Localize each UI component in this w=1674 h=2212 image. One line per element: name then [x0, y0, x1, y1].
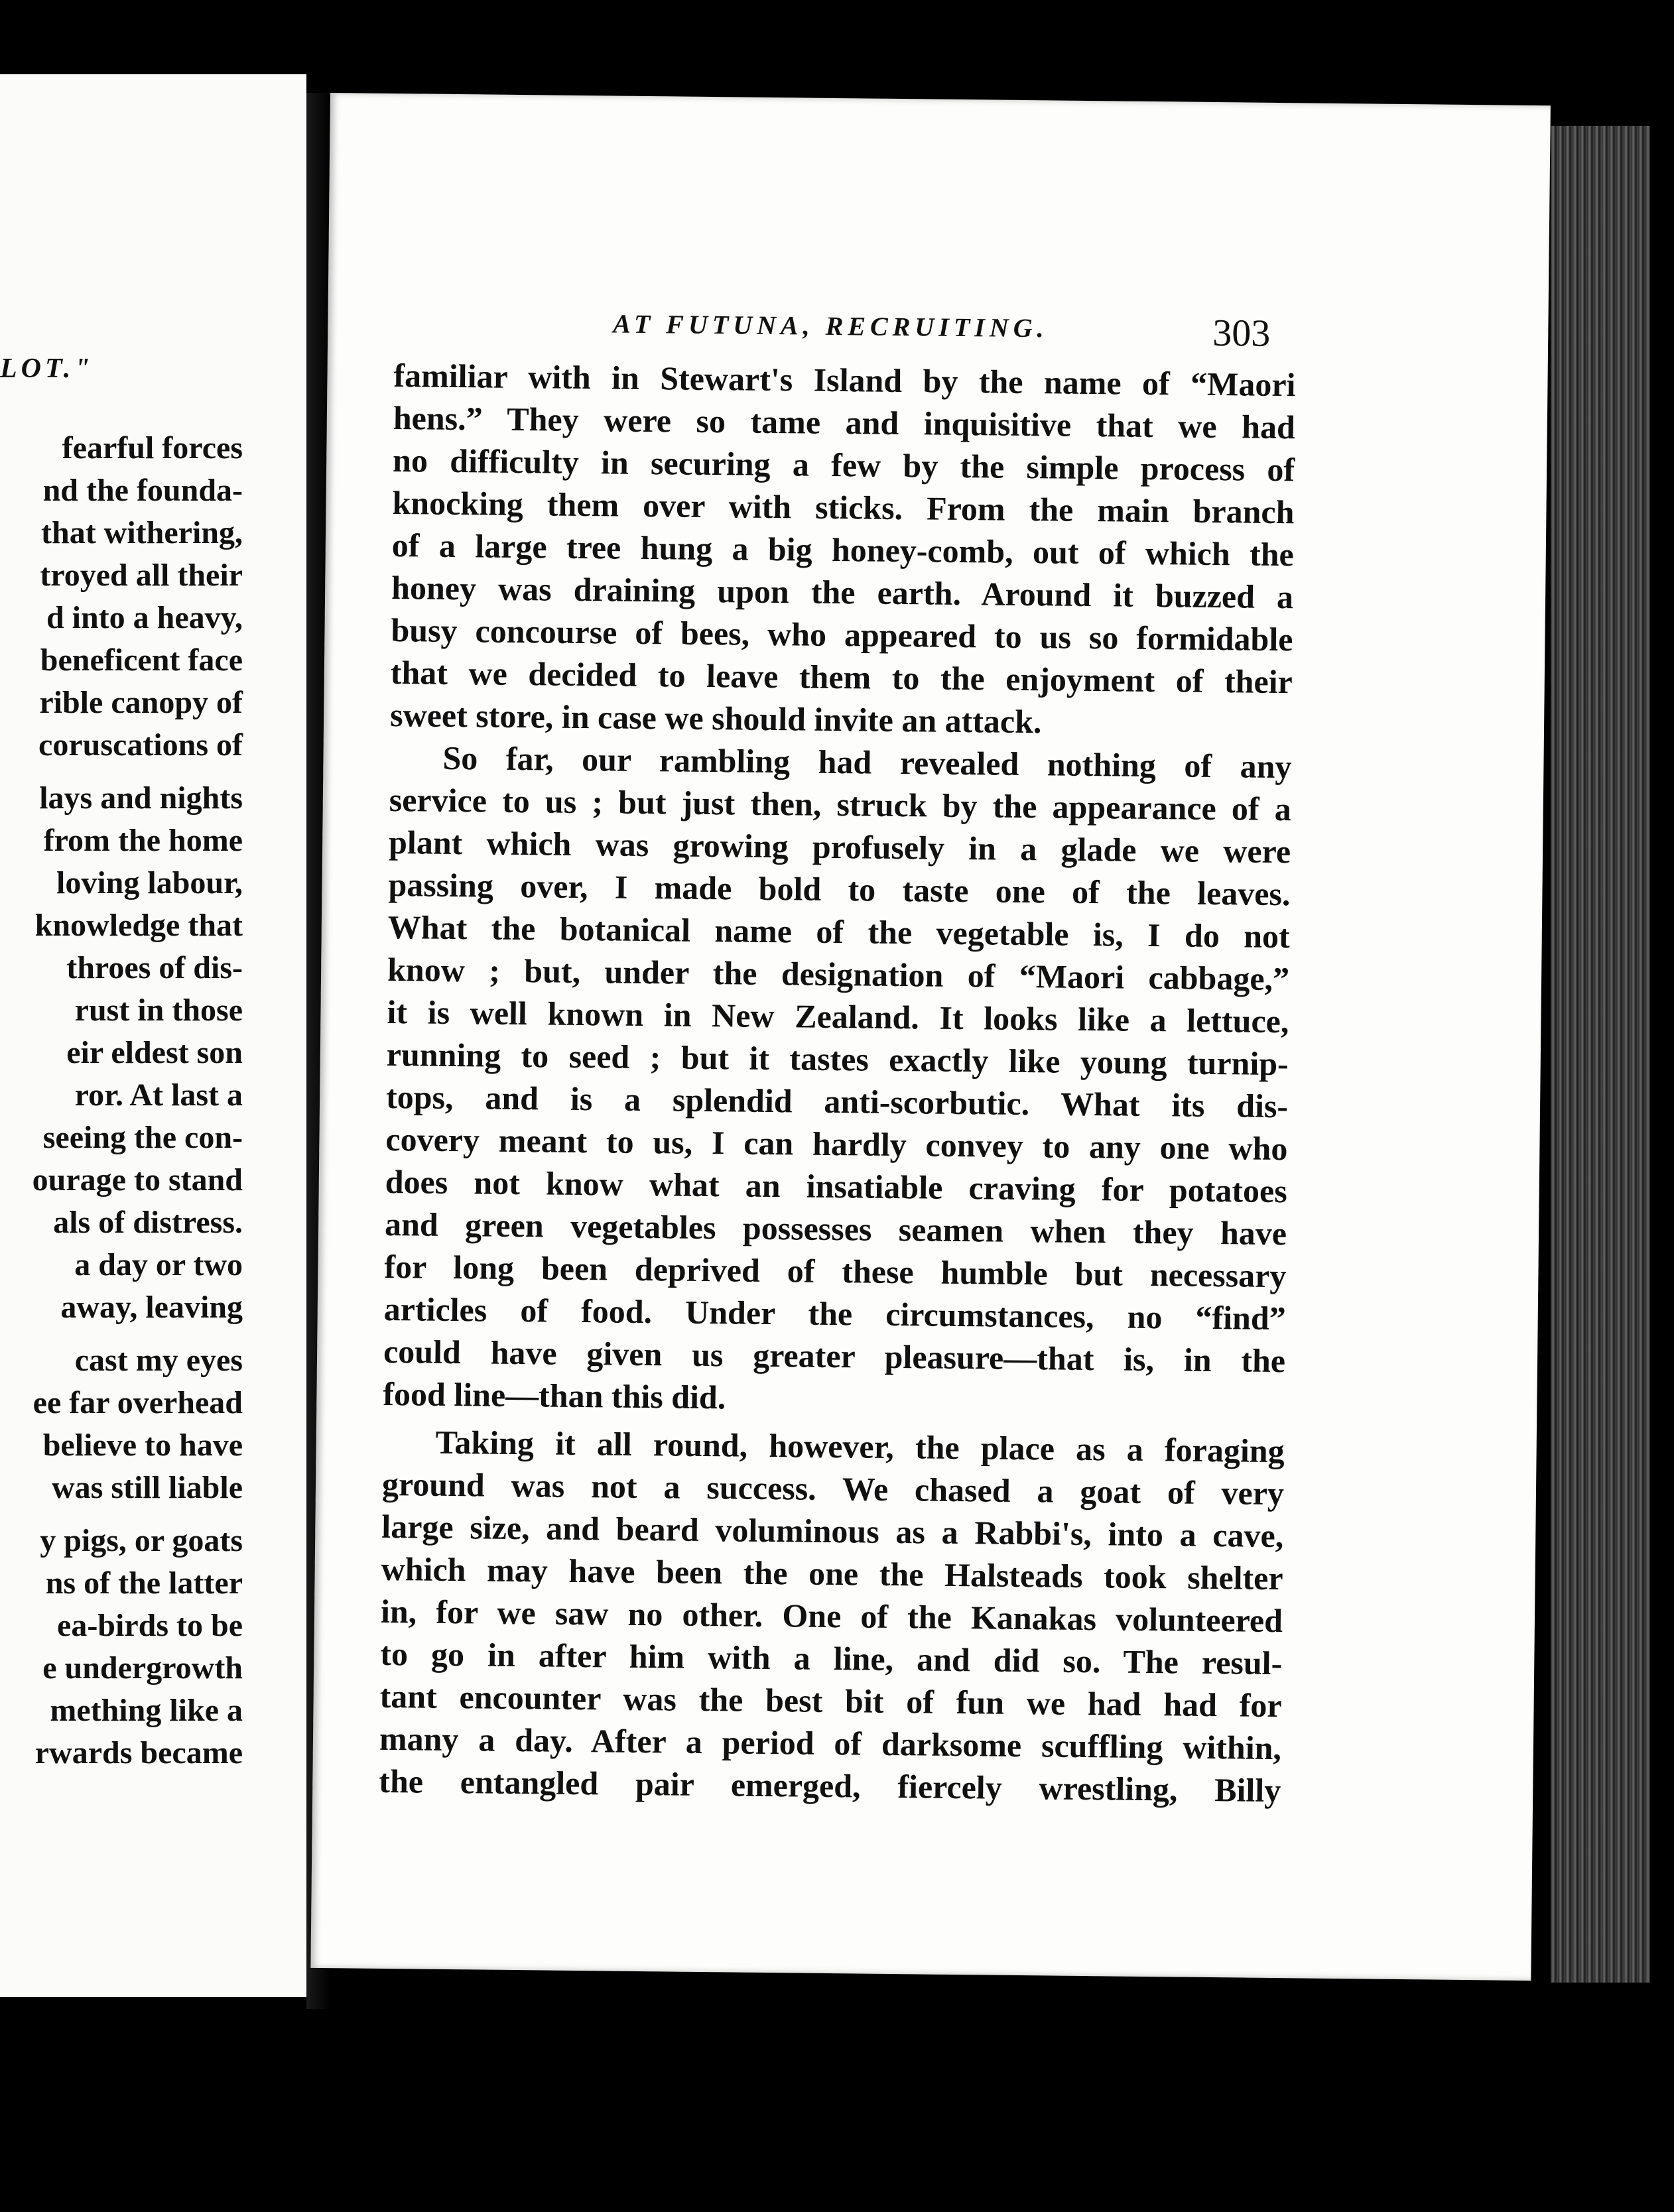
text-line: does not know what an insatiable craving for potatoes: [385, 1162, 1288, 1210]
text-line: many a day. After a period of darksome scuffling within,: [379, 1719, 1282, 1767]
text-line: know ; but, under the designation of “Maori cabbage,”: [387, 950, 1290, 998]
left-line: als of distress.: [53, 1205, 243, 1240]
left-line: fearful forces: [62, 430, 243, 465]
text-line: plant which was growing profusely in a glade we were: [388, 823, 1291, 871]
running-head: AT FUTUNA, RECRUITING.: [613, 308, 1049, 343]
left-line: knowledge that: [34, 908, 243, 943]
text-line: of a large tree hung a big honey-comb, out of which the: [391, 526, 1295, 574]
left-line: nd the founda-: [42, 473, 243, 508]
left-line: throes of dis-: [66, 950, 243, 985]
left-line: a day or two: [74, 1247, 243, 1282]
text-line: it is well known in New Zealand. It looks like a lettuce,: [387, 993, 1289, 1040]
text-line: Taking it all round, however, the place as a foraging: [435, 1423, 1285, 1470]
left-line: ee far overhead: [32, 1385, 243, 1420]
text-line: which may have been the one the Halsteads took shelter: [381, 1550, 1283, 1597]
left-line: that withering,: [41, 515, 243, 550]
left-line: lays and nights: [39, 780, 243, 816]
left-line: was still liable: [51, 1470, 243, 1505]
left-line: ourage to stand: [32, 1162, 243, 1198]
page-number: 303: [1212, 310, 1271, 355]
left-line: troyed all their: [40, 558, 243, 593]
text-line: sweet store, in case we should invite an attack.: [389, 696, 1042, 741]
text-line: So far, our rambling had revealed nothing of any: [442, 739, 1292, 786]
text-line: service to us ; but just then, struck by the appearance of a: [389, 780, 1292, 828]
left-line: rible canopy of: [39, 685, 243, 720]
left-line: ror. At last a: [74, 1077, 243, 1113]
text-line: passing over, I made bold to taste one of the leaves.: [388, 865, 1291, 913]
left-line: believe to have: [42, 1428, 243, 1463]
text-line: ground was not a success. We chased a goat of very: [381, 1465, 1285, 1512]
text-line: to go in after him with a line, and did so. The resul-: [380, 1634, 1283, 1682]
left-line: seeing the con-: [42, 1120, 243, 1155]
left-line: mething like a: [50, 1693, 243, 1728]
text-line: that we decided to leave them to the enjoyment of their: [390, 654, 1293, 701]
text-line: running to seed ; but it tastes exactly like young turnip-: [386, 1035, 1289, 1083]
text-line: tant encounter was the best bit of fun we had had for: [379, 1677, 1282, 1725]
left-line: from the home: [43, 823, 243, 858]
text-line: for long been deprived of these humble but necessary: [384, 1247, 1287, 1295]
text-line: honey was draining upon the earth. Around it buzzed a: [391, 569, 1294, 616]
left-line: d into a heavy,: [46, 600, 243, 635]
left-line: loving labour,: [56, 865, 243, 900]
left-line: e undergrowth: [42, 1650, 243, 1686]
left-line: ns of the latter: [45, 1566, 243, 1601]
left-line: cast my eyes: [74, 1343, 243, 1378]
page-edges: [1551, 126, 1650, 1983]
text-line: large size, and beard voluminous as a Rabbi's, into a cave,: [381, 1507, 1284, 1555]
left-line: rwards became: [34, 1735, 243, 1770]
right-page: [310, 93, 1551, 1981]
text-line: food line—than this did.: [383, 1375, 726, 1416]
text-line: the entangled pair emerged, fiercely wrestling, Billy: [379, 1762, 1281, 1810]
left-running-head: LOT.": [0, 353, 94, 384]
text-line: What the botanical name of the vegetable is, I do not: [387, 908, 1291, 955]
text-line: covery meant to us, I can hardly convey to any one who: [385, 1120, 1288, 1168]
left-page: [0, 74, 306, 1997]
text-line: and green vegetables possesses seamen when they have: [384, 1205, 1287, 1253]
left-line: eir eldest son: [66, 1035, 243, 1070]
left-line: ea-birds to be: [57, 1608, 243, 1643]
left-line: rust in those: [74, 993, 243, 1028]
text-line: in, for we saw no other. One of the Kanakas volunteered: [380, 1592, 1283, 1640]
text-line: articles of food. Under the circumstances, no “find”: [383, 1290, 1287, 1337]
text-line: busy concourse of bees, who appeared to us so formidable: [391, 611, 1293, 658]
page-body-text: [379, 357, 1296, 1810]
text-line: knocking them over with sticks. From the main branch: [392, 484, 1295, 531]
text-line: tops, and is a splendid anti-scorbutic. What its dis-: [385, 1077, 1289, 1125]
text-line: no difficulty in securing a few by the simple process of: [392, 442, 1295, 489]
left-line: beneficent face: [40, 643, 243, 678]
text-line: hens.” They were so tame and inquisitive that we had: [393, 399, 1296, 446]
left-line: y pigs, or goats: [40, 1523, 243, 1558]
text-line: familiar with in Stewart's Island by the name of “Maori: [393, 357, 1296, 404]
text-line: could have given us greater pleasure—that is, in the: [383, 1332, 1286, 1380]
left-line: away, leaving: [60, 1290, 243, 1325]
left-line: coruscations of: [38, 727, 243, 763]
